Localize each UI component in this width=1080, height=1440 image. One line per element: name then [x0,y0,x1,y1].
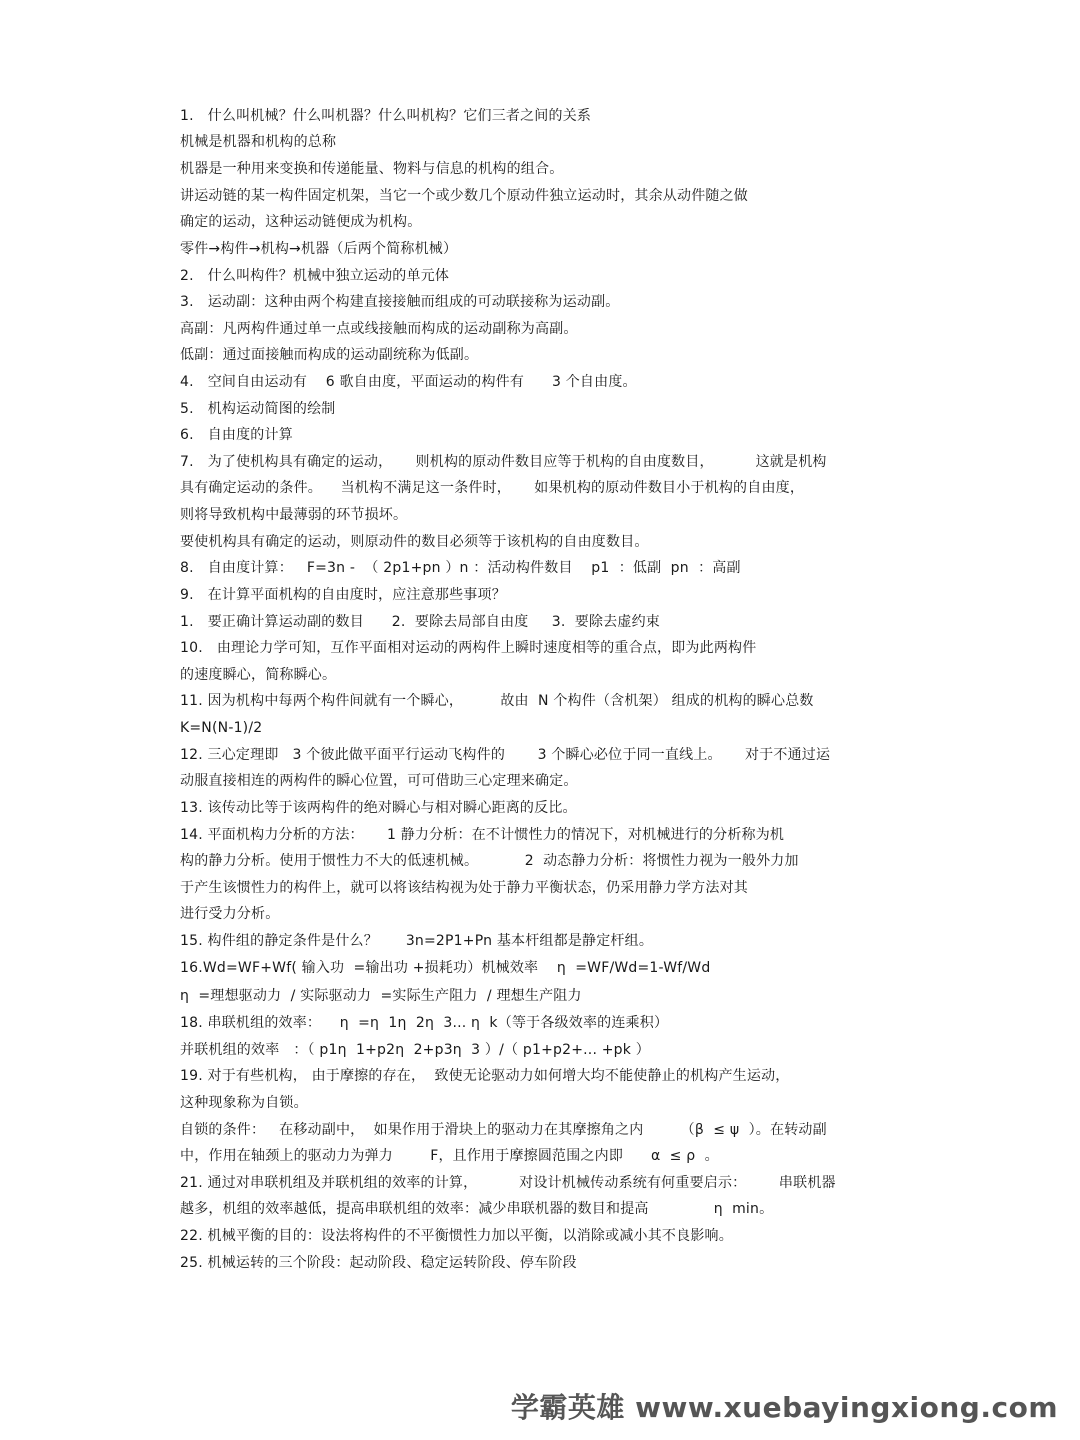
text-line: 低副：通过面接触而构成的运动副统称为低副。 [180,347,479,363]
text-line: 动服直接相连的两构件的瞬心位置，可可借助三心定理来确定。 [180,773,578,789]
text-line: 2. 什么叫构件？机械中独立运动的单元体 [180,268,450,284]
text-line: 则将导致机构中最薄弱的环节损坏。 [180,507,408,523]
text-line: 的速度瞬心，简称瞬心。 [180,667,337,683]
text-line: 9. 在计算平面机构的自由度时，应注意那些事项？ [180,587,506,603]
text-line: 于产生该惯性力的构件上，就可以将该结构视为处于静力平衡状态，仍采用静力学方法对其 [180,880,748,896]
text-line: 7. 为了使机构具有确定的运动， 则机构的原动件数目应等于机构的自由度数目， 这就是机构 [180,454,827,470]
text-line: 零件→构件→机构→机器（后两个简称机械） [180,241,458,257]
text-line: 8. 自由度计算： F=3n - （ 2p1+pn ）n ：活动构件数目 p1 ：低副 pn ：高副 [180,560,741,576]
text-line: K=N(N-1)/2 [180,720,263,736]
text-line: 1. 要正确计算运动副的数目 2. 要除去局部自由度 3. 要除去虚约束 [180,614,660,630]
text-line: 3. 运动副：这种由两个构建直接接触而组成的可动联接称为运动副。 [180,294,620,310]
text-line: η =理想驱动力 / 实际驱动力 =实际生产阻力 / 理想生产阻力 [180,988,582,1004]
text-line: 这种现象称为自锁。 [180,1095,308,1111]
text-line: 要使机构具有确定的运动，则原动件的数目必须等于该机构的自由度数目。 [180,534,649,550]
text-line: 高副：凡两构件通过单一点或线接触而构成的运动副称为高副。 [180,321,578,337]
text-line: 25. 机械运转的三个阶段：起动阶段、稳定运转阶段、停车阶段 [180,1255,577,1271]
text-line: 1. 什么叫机械？什么叫机器？什么叫机构？它们三者之间的关系 [180,108,592,124]
text-line: 构的静力分析。使用于惯性力不大的低速机械。 2 动态静力分析：将惯性力视为一般外力加 [180,853,799,869]
text-line: 进行受力分析。 [180,906,280,922]
text-line: 18. 串联机组的效率： η =η 1η 2η 3... η k（等于各级效率的连乘积） [180,1015,669,1031]
text-line: 14. 平面机构力分析的方法： 1 静力分析：在不计惯性力的情况下，对机械进行的分析称为机 [180,827,785,843]
text-line: 6. 自由度的计算 [180,427,293,443]
text-line: 10. 由理论力学可知，互作平面相对运动的两构件上瞬时速度相等的重合点，即为此两构件 [180,640,757,656]
text-line: 19. 对于有些机构， 由于摩擦的存在， 致使无论驱动力如何增大均不能使静止的机构产生运动， [180,1068,790,1084]
text-line: 13. 该传动比等于该两构件的绝对瞬心与相对瞬心距离的反比。 [180,800,577,816]
text-line: 机器是一种用来变换和传递能量、物料与信息的机构的组合。 [180,161,564,177]
text-line: 21. 通过对串联机组及并联机组的效率的计算， 对设计机械传动系统有何重要启示： 串联机器 [180,1175,836,1191]
text-line: 机械是机器和机构的总称 [180,134,337,150]
text-line: 4. 空间自由运动有 6 歌自由度，平面运动的构件有 3 个自由度。 [180,374,637,390]
watermark: 学霸英雄 www.xuebayingxiong.com [510,1391,1058,1424]
text-line: 中，作用在轴颈上的驱动力为弹力 F，且作用于摩擦圆范围之内即 α ≤ ρ 。 [180,1148,719,1164]
text-line: 12. 三心定理即 3 个彼此做平面平行运动飞构件的 3 个瞬心必位于同一直线上。 对于不通过运 [180,747,831,763]
text-line: 具有确定运动的条件。 当机构不满足这一条件时， 如果机构的原动件数目小于机构的自由度， [180,480,805,496]
text-line: 5. 机构运动简图的绘制 [180,401,336,417]
text-line: 22. 机械平衡的目的：设法将构件的不平衡惯性力加以平衡，以消除或减小其不良影响。 [180,1228,733,1244]
text-line: 确定的运动，这种运动链便成为机构。 [180,214,422,230]
text-line: 并联机组的效率 ：（ p1η 1+p2η 2+p3η 3 ）/（ p1+p2+... +pk ） [180,1042,650,1058]
text-line: 11. 因为机构中每两个构件间就有一个瞬心， 故由 N 个构件（含机架） 组成的机构的瞬心总数 [180,693,814,709]
text-line: 讲运动链的某一构件固定机架，当它一个或少数几个原动件独立运动时，其余从动件随之做 [180,188,748,204]
text-line: 越多，机组的效率越低，提高串联机组的效率：减少串联机器的数目和提高 η min。 [180,1201,774,1217]
text-line: 自锁的条件： 在移动副中， 如果作用于滑块上的驱动力在其摩擦角之内 （β ≤ ψ ）。在转动副 [180,1122,827,1138]
text-line: 15. 构件组的静定条件是什么？ 3n=2P1+Pn 基本杆组都是静定杆组。 [180,933,654,949]
text-line: 16.Wd=WF+Wf( 输入功 =输出功 +损耗功）机械效率 η =WF/Wd=1-Wf/Wd [180,960,711,976]
